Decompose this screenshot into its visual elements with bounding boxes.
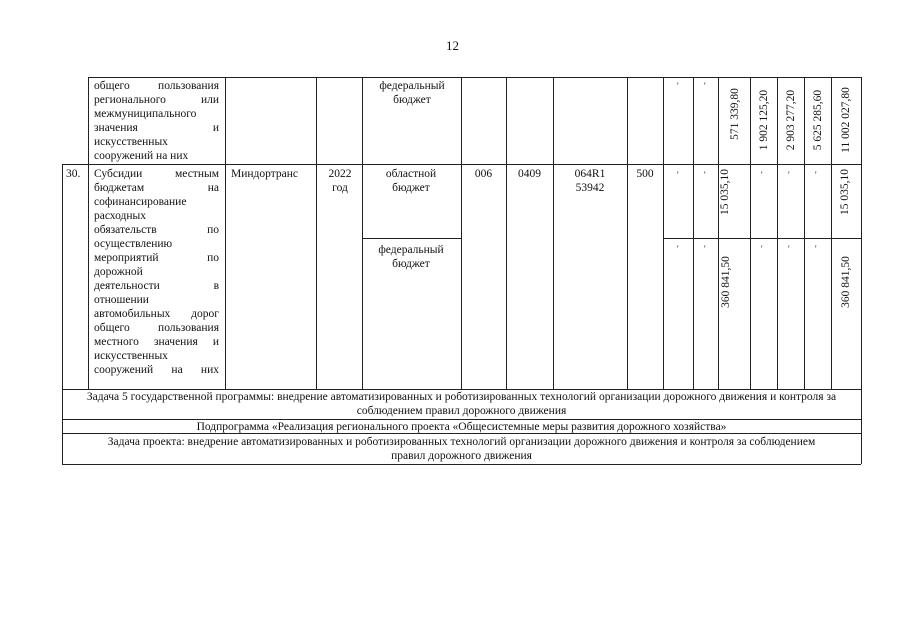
row30-sub1-vr: 500: [636, 168, 654, 180]
row30-sub2-c14: ': [761, 244, 763, 254]
page-number: 12: [446, 38, 459, 53]
row30-sub2-c13: 360 841,50: [720, 256, 732, 308]
prev-row-c17: 11 002 027,80: [840, 87, 852, 153]
row30-sub2-c15: ': [788, 244, 790, 254]
row30-sub1-grbs: 006: [474, 168, 493, 180]
row30-sub2-c16: ': [815, 244, 817, 254]
row30-sub1-c12: ': [704, 170, 706, 180]
prev-row-c12: ': [704, 81, 706, 91]
row30-sub1-c11: ': [677, 170, 679, 180]
row30-sub1-c15: ': [788, 170, 790, 180]
row30-sub1-c17: 15 035,10: [839, 169, 851, 215]
row30-sub1-rzpr: 0409: [518, 168, 541, 180]
row30-description: Субсидии местным бюджетам на софинансирование расходных обязательств по осуществлению мероприятий по дорожной деятельности в отношении автомобильных дорог общего пользования местного значения и искусственных сооружений на них: [94, 168, 219, 376]
row30-sub2-c11: ': [677, 244, 679, 254]
task5-row: Задача 5 государственной программы: внедрение автоматизированных и роботизированных технологий организации дорожного движения и контроля за соблюдением правил дорожного движения: [86, 391, 837, 417]
row30-number: 30.: [66, 168, 81, 180]
prev-row-c15: 2 903 277,20: [785, 89, 797, 151]
row30-year: 2022 год: [328, 168, 352, 194]
prev-row-c13: 571 339,80: [729, 88, 741, 140]
row30-sub2-source: федеральный бюджет: [378, 244, 444, 270]
prev-row-c14: 1 902 125,20: [758, 89, 770, 151]
prev-row-c11: ': [677, 81, 679, 91]
row30-sub1-c16: ': [815, 170, 817, 180]
project-task-row: Задача проекта: внедрение автоматизированных и роботизированных технологий организации дорожного движения и контроля за соблюдением правил дорожного движения: [107, 436, 816, 462]
row30-sub2-c12: ': [704, 244, 706, 254]
subprogram-row: Подпрограмма «Реализация регионального проекта «Общесистемные меры развития дорожного хозяйства»: [196, 421, 727, 433]
prev-row-c16: 5 625 285,60: [812, 89, 824, 151]
prev-row-source: федеральный бюджет: [379, 80, 445, 106]
row30-sub1-csr: 064R1 53942: [574, 168, 606, 194]
row30-executor: Миндортранс: [231, 168, 299, 180]
row30-sub1-source: областной бюджет: [385, 168, 437, 194]
row30-sub1-c13: 15 035,10: [719, 169, 731, 215]
row30-sub2-c17: 360 841,50: [840, 256, 852, 308]
row30-sub1-c14: ': [761, 170, 763, 180]
prev-row-description: общего пользования регионального или межмуниципального значения и искусственных сооружений на них: [94, 80, 219, 162]
